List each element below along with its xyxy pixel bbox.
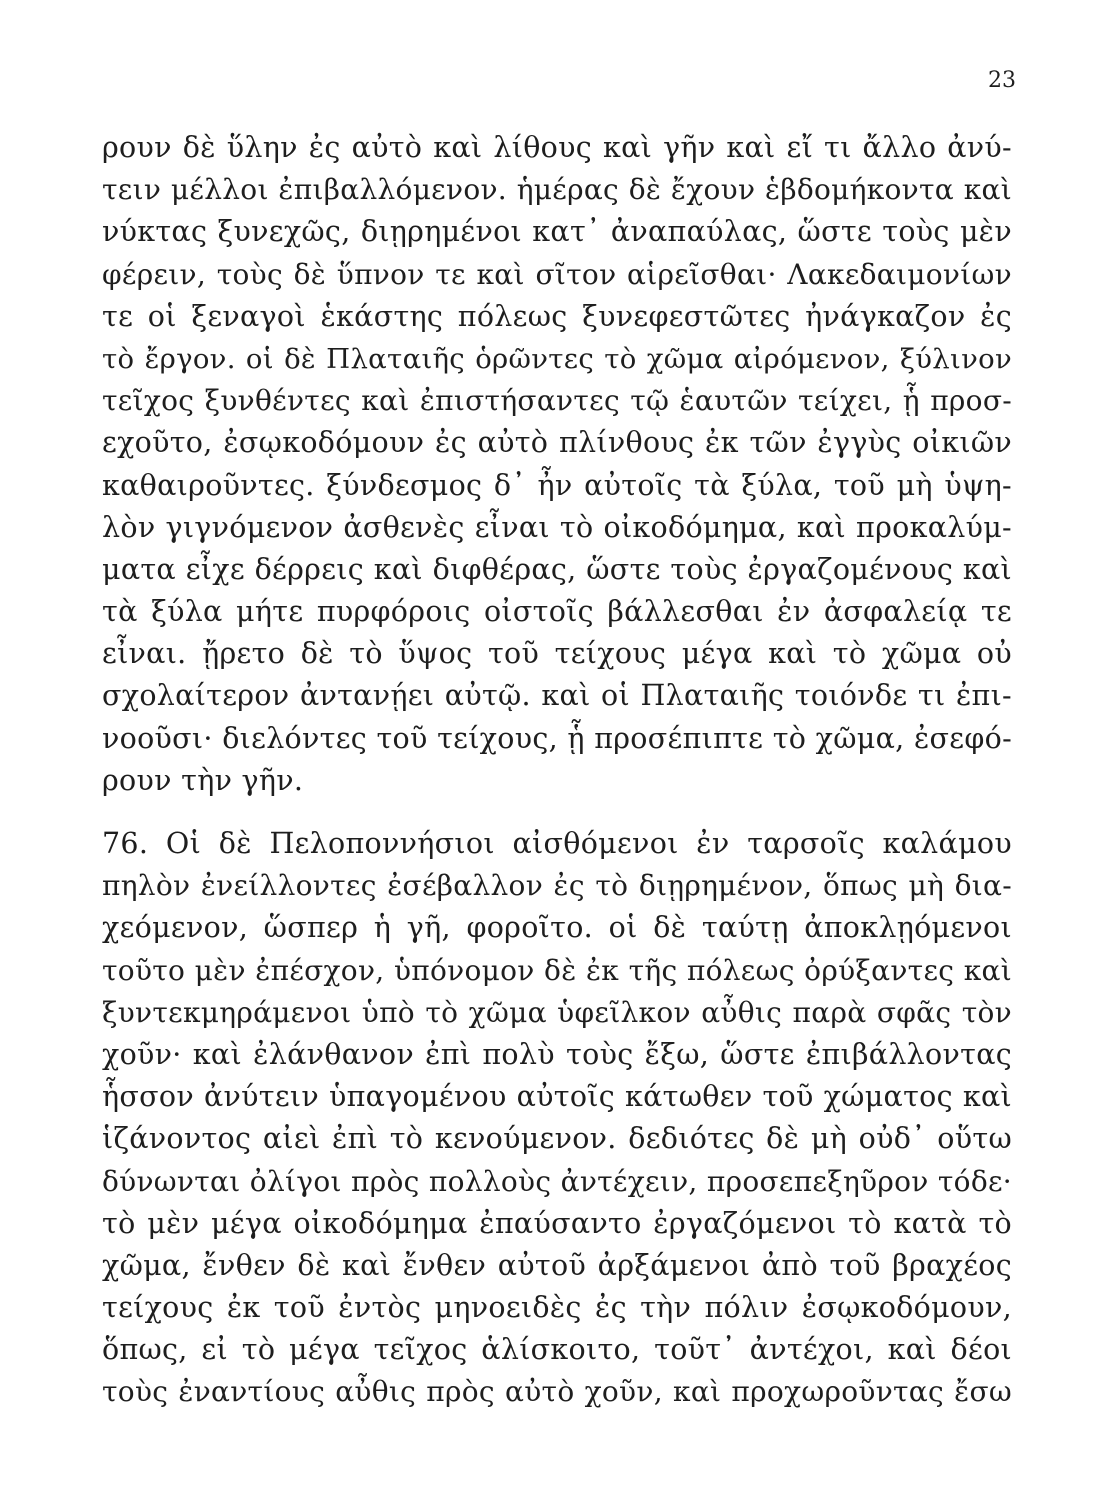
text-line: τὸ μὲν μέγα οἰκοδόμημα ἐπαύσαντο ἐργαζόμενοι τὸ κατὰ τὸ bbox=[102, 1206, 1012, 1240]
text-line: ματα εἶχε δέρρεις καὶ διφθέρας, ὥστε τοὺς ἐργαζομένους καὶ bbox=[102, 552, 1012, 586]
text-line: χοῦν· καὶ ἐλάνθανον ἐπὶ πολὺ τοὺς ἔξω, ὥστε ἐπιβάλλοντας bbox=[102, 1037, 1012, 1071]
text-line: νοοῦσι· διελόντες τοῦ τείχους, ᾗ προσέπιπτε τὸ χῶμα, ἐσεφό- bbox=[102, 721, 1012, 755]
text-line: ρουν τὴν γῆν. bbox=[102, 763, 304, 797]
text-line: λὸν γιγνόμενον ἀσθενὲς εἶναι τὸ οἰκοδόμημα, καὶ προκαλύμ- bbox=[102, 510, 1012, 544]
text-line: πηλὸν ἐνείλλοντες ἐσέβαλλον ἐς τὸ διῃρημένον, ὅπως μὴ δια- bbox=[102, 869, 1012, 903]
text-line: εχοῦτο, ἐσῳκοδόμουν ἐς αὐτὸ πλίνθους ἐκ τῶν ἐγγὺς οἰκιῶν bbox=[102, 426, 1012, 460]
text-line: χῶμα, ἔνθεν δὲ καὶ ἔνθεν αὐτοῦ ἀρξάμενοι ἀπὸ τοῦ βραχέος bbox=[102, 1248, 1012, 1282]
text-line: νύκτας ξυνεχῶς, διῃρημένοι κατ᾽ ἀναπαύλας, ὥστε τοὺς μὲν bbox=[102, 215, 1012, 249]
text-line: ξυντεκμηράμενοι ὑπὸ τὸ χῶμα ὑφεῖλκον αὖθις παρὰ σφᾶς τὸν bbox=[102, 995, 1012, 1029]
text-line: τειν μέλλοι ἐπιβαλλόμενον. ἡμέρας δὲ ἔχουν ἑβδομήκοντα καὶ bbox=[102, 173, 1012, 207]
text-line: τὰ ξύλα μήτε πυρφόροις οἰστοῖς βάλλεσθαι ἐν ἀσφαλείᾳ τε bbox=[102, 595, 1012, 629]
text-line: τεῖχος ξυνθέντες καὶ ἐπιστήσαντες τῷ ἑαυτῶν τείχει, ᾗ προσ- bbox=[102, 384, 1012, 418]
text-line: τείχους ἐκ τοῦ ἐντὸς μηνοειδὲς ἐς τὴν πόλιν ἐσῳκοδόμουν, bbox=[102, 1291, 1012, 1325]
text-line: δύνωνται ὀλίγοι πρὸς πολλοὺς ἀντέχειν, προσεπεξηῦρον τόδε· bbox=[102, 1164, 1012, 1198]
text-line: τὸ ἔργον. οἱ δὲ Πλαταιῆς ὁρῶντες τὸ χῶμα αἰρόμενον, ξύλινον bbox=[102, 342, 1012, 375]
text-line: τοὺς ἐναντίους αὖθις πρὸς αὐτὸ χοῦν, καὶ προχωροῦντας ἔσω bbox=[102, 1375, 1012, 1409]
text-line: ἧσσον ἀνύτειν ὑπαγομένου αὐτοῖς κάτωθεν τοῦ χώματος καὶ bbox=[102, 1080, 1012, 1114]
text-line: καθαιροῦντες. ξύνδεσμος δ᾽ ἦν αὐτοῖς τὰ ξύλα, τοῦ μὴ ὑψη- bbox=[102, 468, 1012, 502]
text-line: ὅπως, εἰ τὸ μέγα τεῖχος ἁλίσκοιτο, τοῦτ᾽ ἀντέχοι, καὶ δέοι bbox=[102, 1333, 1012, 1367]
page-number: 23 bbox=[988, 68, 1016, 93]
text-line: φέρειν, τοὺς δὲ ὕπνον τε καὶ σῖτον αἱρεῖσθαι· Λακεδαιμονίων bbox=[102, 257, 1012, 291]
text-line: ρουν δὲ ὕλην ἐς αὐτὸ καὶ λίθους καὶ γῆν καὶ εἴ τι ἄλλο ἀνύ- bbox=[102, 131, 1012, 164]
text-line: ἱζάνοντος αἰεὶ ἐπὶ τὸ κενούμενον. δεδιότες δὲ μὴ οὐδ᾽ οὕτω bbox=[102, 1122, 1012, 1156]
text-line: τε οἱ ξεναγοὶ ἑκάστης πόλεως ξυνεφεστῶτες ἠνάγκαζον ἐς bbox=[102, 299, 1012, 333]
text-line: χεόμενον, ὥσπερ ἡ γῆ, φοροῖτο. οἱ δὲ ταύτῃ ἀποκλῃόμενοι bbox=[102, 911, 1012, 945]
paragraph-76 bbox=[102, 823, 1012, 1414]
text-line: τοῦτο μὲν ἐπέσχον, ὑπόνομον δὲ ἐκ τῆς πόλεως ὀρύξαντες καὶ bbox=[102, 953, 1012, 987]
text-line: εἶναι. ᾔρετο δὲ τὸ ὕψος τοῦ τείχους μέγα καὶ τὸ χῶμα οὐ bbox=[102, 637, 1012, 671]
text-line: σχολαίτερον ἀντανῄει αὐτῷ. καὶ οἱ Πλαταιῆς τοιόνδε τι ἐπι- bbox=[102, 679, 1012, 713]
paragraph-continued bbox=[102, 127, 1012, 802]
text-line: 76. Οἱ δὲ Πελοποννήσιοι αἰσθόμενοι ἐν ταρσοῖς καλάμου bbox=[102, 827, 1012, 860]
